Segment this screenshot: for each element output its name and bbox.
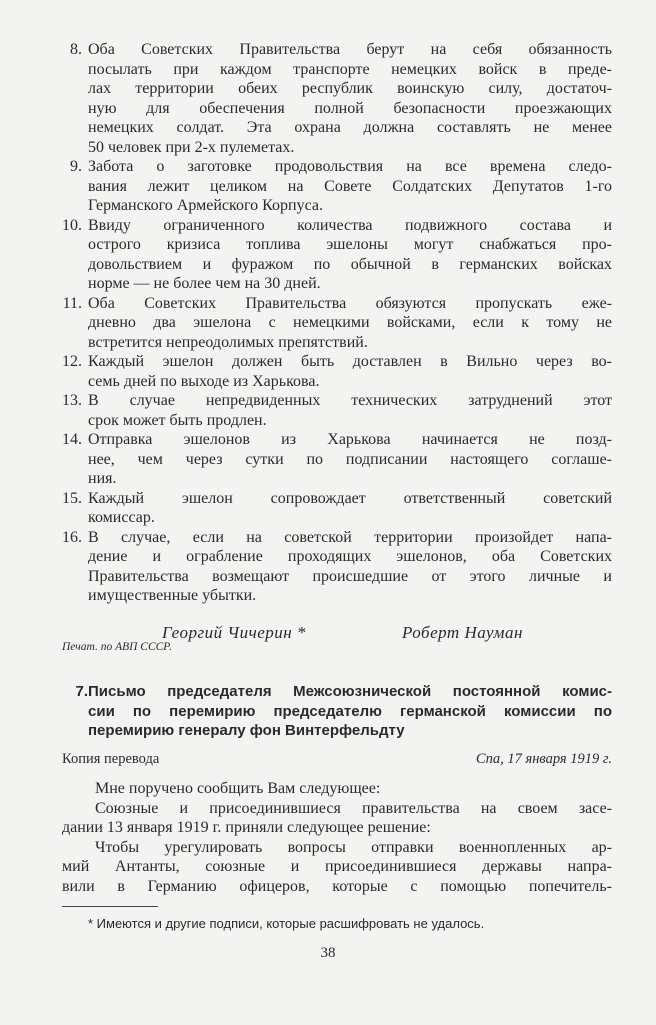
text-line: ния.	[88, 470, 117, 487]
text-line: Оба Советских Правительства берут на себя обязанность	[88, 41, 612, 58]
list-item	[62, 430, 612, 489]
text-line: дневно два эшелона с немецкими войсками, если к тому не	[88, 314, 612, 331]
page-number: 38	[320, 945, 336, 961]
text-line: острого кризиса топлива эшелоны могут снабжаться про-	[88, 236, 612, 253]
text-line: дение и ограбление проходящих эшелонов, оба Советских	[88, 548, 612, 565]
text-line: довольствием и фуражом по обычной в германских войсках	[88, 255, 612, 273]
text-line: срок может быть продлен.	[88, 411, 267, 429]
body-line: дании 13 января 1919 г. приняли следующее решение:	[62, 819, 431, 836]
item-number: 14.	[62, 431, 82, 448]
text-line: норме — не более чем на 30 дней.	[88, 275, 321, 292]
heading-line: сии по перемирию председателю германской комиссии по	[88, 702, 612, 720]
text-line: лах территории обеих республик воинскую силу, достаточ-	[88, 80, 612, 97]
item-number: 16.	[62, 528, 82, 546]
item-number: 10.	[62, 216, 82, 234]
text-line: Ввиду ограниченного количества подвижного состава и	[88, 216, 612, 234]
document-heading	[75, 682, 612, 741]
item-number: 12.	[62, 353, 82, 370]
text-line: немецких солдат. Эта охрана должна составлять не менее	[88, 119, 612, 136]
text-line: Отправка эшелонов из Харькова начинается не позд-	[88, 431, 612, 448]
list-item	[62, 294, 612, 353]
text-line: встретится непреодолимых препятствий.	[88, 333, 368, 351]
body-line: Чтобы урегулировать вопросы отправки военнопленных ар-	[95, 838, 612, 856]
text-line: посылать при каждом транспорте немецких войск в преде-	[88, 60, 612, 78]
footnote: * Имеются и другие подписи, которые расшифровать не удалось.	[88, 916, 485, 931]
signature-chicherin: Георгий Чичерин *	[162, 623, 306, 642]
heading-line: Письмо председателя Межсоюзнической постоянной комис-	[88, 683, 612, 700]
copy-label: Копия перевода	[62, 751, 160, 767]
body-line: вили в Германию офицеров, которые с помощью попечитель-	[62, 877, 612, 895]
list-item	[70, 157, 612, 216]
text-line: В случае, если на советской территории произойдет напа-	[88, 528, 612, 546]
footnote-rule	[62, 906, 158, 907]
list-item	[62, 391, 612, 430]
item-number: 11.	[62, 294, 82, 312]
body-line: мий Антанты, союзные и присоединившиеся державы напра-	[62, 858, 612, 875]
agreement-items-list	[62, 40, 612, 606]
list-item	[62, 489, 612, 528]
text-line: ную для обеспечения полной безопасности проезжающих	[88, 99, 612, 117]
list-item	[70, 40, 612, 157]
signature-nauman: Роберт Науман	[402, 623, 523, 642]
item-number: 9.	[70, 158, 82, 175]
text-line: Каждый эшелон сопровождает ответственный советский	[88, 489, 612, 507]
item-number: 8.	[70, 41, 82, 58]
item-number: 15.	[62, 489, 82, 507]
list-item	[62, 216, 612, 294]
text-line: Оба Советских Правительства обязуются пропускать еже-	[88, 294, 612, 312]
document-body	[62, 779, 612, 896]
text-line: вания лежит целиком на Совете Солдатских Депутатов 1-го	[88, 177, 612, 195]
list-item	[62, 352, 612, 391]
body-line: Союзные и присоединившиеся правительства на своем засе-	[95, 799, 612, 817]
copy-row	[62, 750, 612, 770]
heading-line: перемирию генералу фон Винтерфельдту	[88, 722, 405, 739]
place-date: Спа, 17 января 1919 г.	[475, 751, 612, 767]
item-number: 13.	[62, 392, 82, 409]
body-line: Мне поручено сообщить Вам следующее:	[95, 780, 381, 797]
document-number: 7.	[75, 683, 88, 700]
text-line: Каждый эшелон должен быть доставлен в Вильно через во-	[88, 353, 612, 370]
text-line: Правительства возмещают происшедшие от этого личные и	[88, 567, 612, 585]
text-line: нее, чем через сутки по подписании настоящего соглаше-	[88, 450, 612, 468]
text-line: 50 человек при 2-х пулеметах.	[88, 138, 295, 156]
list-item	[62, 528, 612, 606]
text-line: Забота о заготовке продовольствия на все времена следо-	[88, 158, 612, 175]
text-line: имущественные убытки.	[88, 587, 257, 604]
source-note: Печат. по АВП СССР.	[62, 641, 173, 653]
text-line: В случае непредвиденных технических затруднений этот	[88, 392, 612, 409]
text-line: семь дней по выходе из Харькова.	[88, 372, 320, 390]
text-line: комиссар.	[88, 509, 155, 526]
text-line: Германского Армейского Корпуса.	[88, 197, 323, 214]
